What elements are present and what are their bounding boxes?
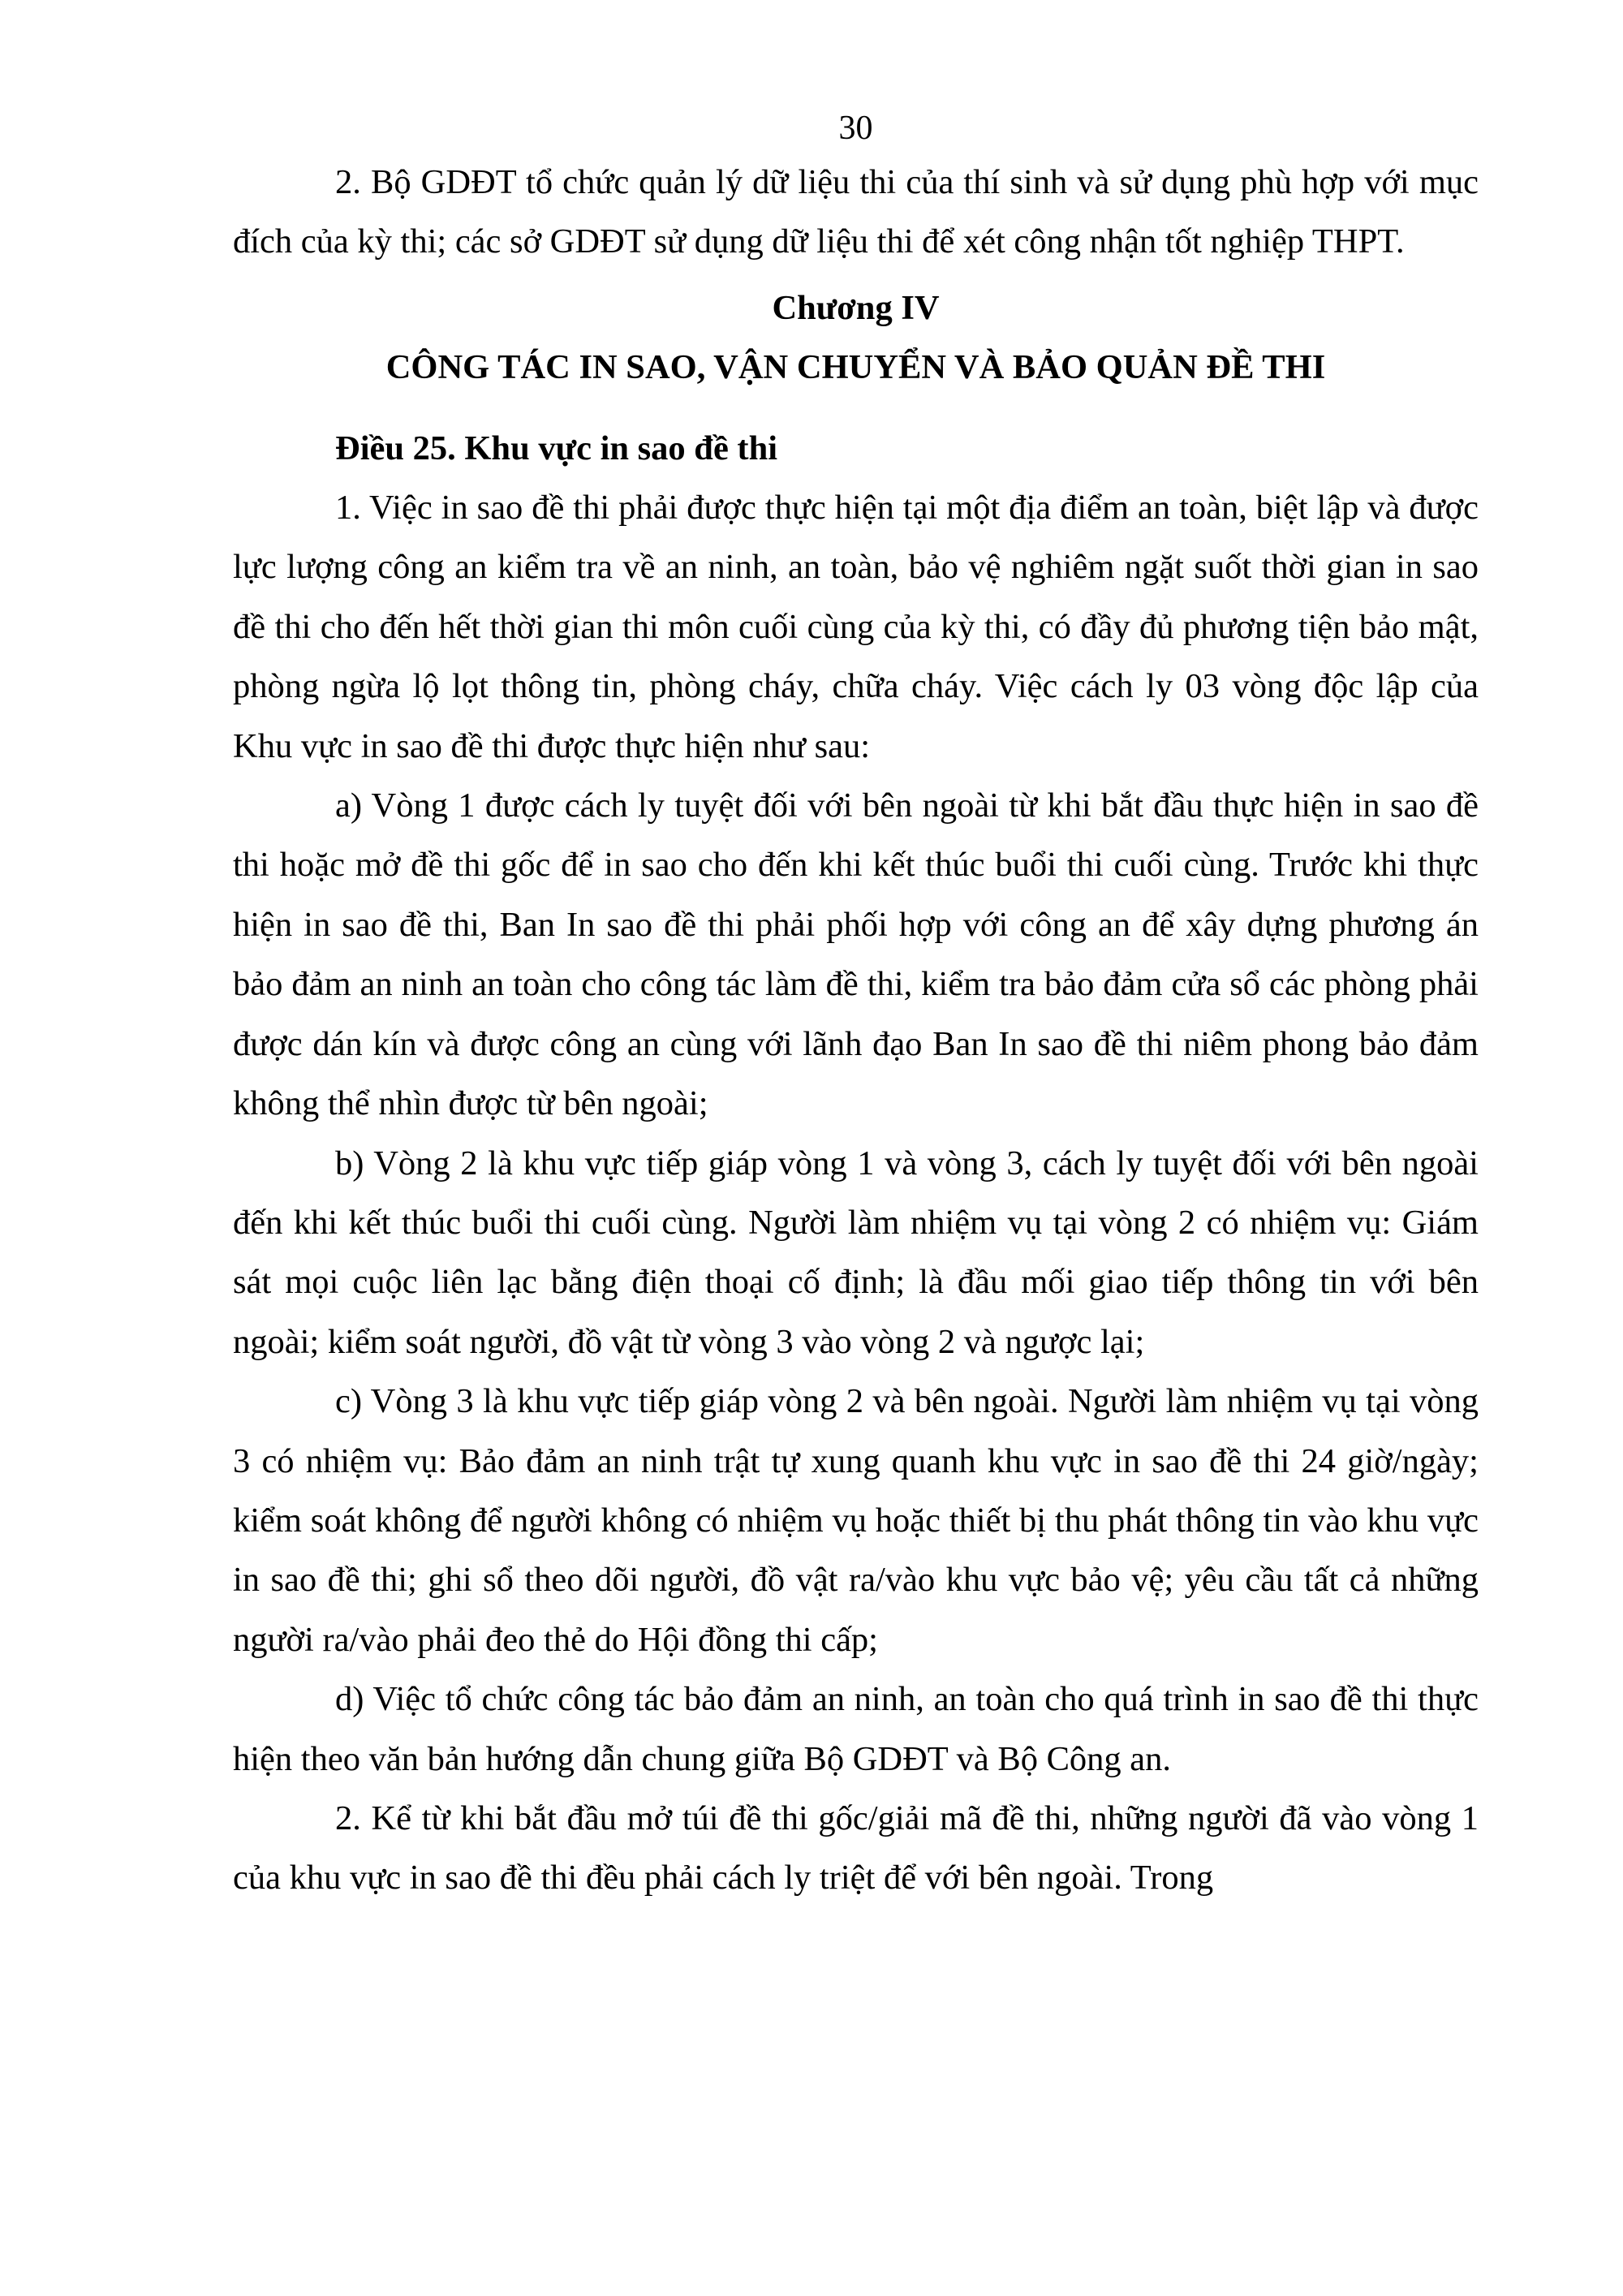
article-paragraph-1: 1. Việc in sao đề thi phải được thực hiện tại một địa điểm an toàn, biệt lập và được lực lượng công an kiểm tra về an ninh, an toàn, bảo vệ nghiêm ngặt suốt thời gian in sao đề thi cho đến hết thời gian thi môn cuối cùng của kỳ thi, có đầy đủ phương tiện bảo mật, phòng ngừa lộ lọt thông tin, phòng cháy, chữa cháy. Việc cách ly 03 vòng độc lập của Khu vực in sao đề thi được thực hiện như sau: (233, 489, 1479, 765)
chapter-title: CÔNG TÁC IN SAO, VẬN CHUYỂN VÀ BẢO QUẢN ĐỀ THI (385, 348, 1326, 387)
article-item-b: b) Vòng 2 là khu vực tiếp giáp vòng 1 và vòng 3, cách ly tuyệt đối với bên ngoài đến khi kết thúc buổi thi cuối cùng. Người làm nhiệm vụ tại vòng 2 có nhiệm vụ: Giám sát mọi cuộc liên lạc bằng điện thoại cố định; là đầu mối giao tiếp thông tin với bên ngoài; kiểm soát người, đồ vật từ vòng 3 vào vòng 2 và ngược lại; (233, 1144, 1479, 1361)
document-page (233, 106, 1479, 1908)
paragraph-data-usage: 2. Bộ GDĐT tổ chức quản lý dữ liệu thi của thí sinh và sử dụng phù hợp với mục đích của kỳ thi; các sở GDĐT sử dụng dữ liệu thi để xét công nhận tốt nghiệp THPT. (233, 163, 1479, 261)
article-item-d: d) Việc tổ chức công tác bảo đảm an ninh, an toàn cho quá trình in sao đề thi thực hiện theo văn bản hướng dẫn chung giữa Bộ GDĐT và Bộ Công an. (233, 1680, 1479, 1778)
article-heading: Điều 25. Khu vực in sao đề thi (335, 429, 778, 467)
page-number: 30 (838, 110, 873, 147)
article-item-a: a) Vòng 1 được cách ly tuyệt đối với bên ngoài từ khi bắt đầu thực hiện in sao đề thi hoặc mở đề thi gốc để in sao cho đến khi kết thúc buổi thi cuối cùng. Trước khi thực hiện in sao đề thi, Ban In sao đề thi phải phối hợp với công an để xây dựng phương án bảo đảm an ninh an toàn cho công tác làm đề thi, kiểm tra bảo đảm cửa sổ các phòng phải được dán kín và được công an cùng với lãnh đạo Ban In sao đề thi niêm phong bảo đảm không thể nhìn được từ bên ngoài; (233, 786, 1479, 1123)
article-item-c: c) Vòng 3 là khu vực tiếp giáp vòng 2 và bên ngoài. Người làm nhiệm vụ tại vòng 3 có nhiệm vụ: Bảo đảm an ninh trật tự xung quanh khu vực in sao đề thi 24 giờ/ngày; kiểm soát không để người không có nhiệm vụ hoặc thiết bị thu phát thông tin vào khu vực in sao đề thi; ghi sổ theo dõi người, đồ vật ra/vào khu vực bảo vệ; yêu cầu tất cả những người ra/vào phải đeo thẻ do Hội đồng thi cấp; (233, 1382, 1479, 1659)
article-paragraph-2: 2. Kể từ khi bắt đầu mở túi đề thi gốc/giải mã đề thi, những người đã vào vòng 1 của khu vực in sao đề thi đều phải cách ly triệt để với bên ngoài. Trong (233, 1798, 1479, 1898)
chapter-number: Chương IV (772, 288, 940, 327)
